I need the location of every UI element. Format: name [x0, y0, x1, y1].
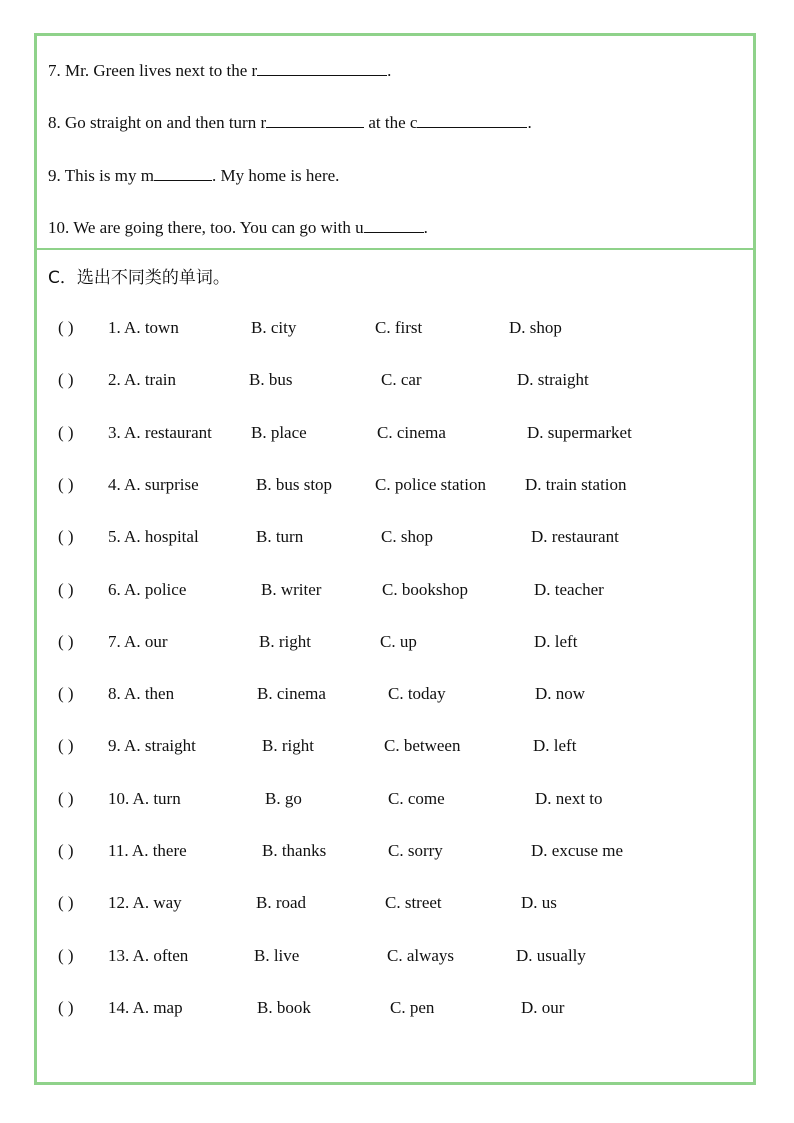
answer-paren[interactable]: ( )	[58, 631, 74, 651]
option-b: B. turn	[256, 527, 304, 547]
option-d: D. train station	[525, 474, 627, 494]
option-a: 14. A. map	[108, 997, 183, 1017]
option-b: B. bus	[249, 370, 293, 390]
option-b: B. road	[256, 893, 307, 913]
option-a: 3. A. restaurant	[108, 422, 212, 442]
option-a: 6. A. police	[108, 579, 187, 599]
option-d: D. left	[534, 631, 578, 651]
answer-blank[interactable]	[417, 112, 527, 128]
question-row	[0, 318, 794, 340]
option-b: B. city	[251, 318, 297, 337]
option-c: C. pen	[390, 997, 435, 1017]
question-row	[0, 893, 794, 915]
option-a: 4. A. surprise	[108, 474, 199, 494]
answer-paren[interactable]: ( )	[58, 422, 74, 442]
fill-in-text: 9. This is my m	[48, 166, 154, 185]
option-d: D. shop	[509, 318, 562, 337]
section-c-title: C．选出不同类的单词。	[48, 268, 230, 288]
option-a: 13. A. often	[108, 945, 189, 965]
answer-paren[interactable]: ( )	[58, 318, 74, 337]
option-c: C. first	[375, 318, 423, 337]
option-d: D. straight	[517, 370, 589, 390]
option-b: B. bus stop	[256, 474, 333, 494]
option-c: C. today	[388, 684, 446, 704]
fill-in-text: 8. Go straight on and then turn r	[48, 113, 267, 132]
option-b: B. right	[262, 736, 314, 756]
answer-paren[interactable]: ( )	[58, 684, 74, 704]
question-row	[0, 841, 794, 863]
option-c: C. always	[387, 945, 455, 965]
fill-in-text: 7. Mr. Green lives next to the r	[48, 61, 258, 80]
answer-paren[interactable]: ( )	[58, 579, 74, 599]
option-d: D. left	[533, 736, 577, 756]
fill-in-item-9	[48, 165, 339, 186]
option-c: C. up	[380, 631, 417, 651]
option-d: D. teacher	[534, 579, 604, 599]
option-b: B. cinema	[257, 684, 326, 704]
option-c: C. sorry	[388, 841, 443, 860]
question-row	[0, 998, 794, 1020]
question-row	[0, 580, 794, 602]
option-a: 2. A. train	[108, 370, 176, 390]
option-b: B. right	[259, 631, 311, 651]
option-d: D. restaurant	[531, 527, 619, 547]
option-b: B. place	[251, 422, 307, 442]
option-d: D. excuse me	[531, 841, 624, 860]
fill-in-text: 10. We are going there, too. You can go with u	[48, 218, 364, 237]
option-b: B. writer	[261, 579, 322, 599]
option-d: D. next to	[535, 788, 603, 808]
answer-blank[interactable]	[154, 165, 212, 181]
option-a: 11. A. there	[108, 841, 187, 860]
question-row	[0, 736, 794, 758]
option-c: C. bookshop	[382, 579, 468, 599]
option-b: B. go	[265, 788, 302, 808]
option-c: C. cinema	[377, 422, 446, 442]
fill-in-text: .	[527, 113, 532, 132]
answer-paren[interactable]: ( )	[58, 527, 74, 547]
answer-blank[interactable]	[364, 217, 424, 233]
answer-paren[interactable]: ( )	[58, 841, 74, 860]
answer-paren[interactable]: ( )	[58, 736, 74, 756]
question-row	[0, 475, 794, 497]
fill-in-text: . My home is here.	[211, 166, 340, 185]
section-divider	[37, 248, 753, 250]
option-b: B. book	[257, 997, 311, 1017]
answer-blank[interactable]	[266, 112, 364, 128]
option-c: C. come	[388, 788, 445, 808]
option-d: D. usually	[516, 945, 586, 965]
option-c: C. street	[385, 893, 442, 913]
fill-in-item-10	[48, 217, 428, 238]
answer-paren[interactable]: ( )	[58, 474, 74, 494]
answer-blank[interactable]	[257, 60, 387, 76]
option-d: D. supermarket	[527, 422, 632, 442]
option-d: D. our	[521, 997, 565, 1017]
page-border	[34, 33, 756, 1085]
answer-paren[interactable]: ( )	[58, 945, 74, 965]
question-row	[0, 632, 794, 654]
option-d: D. now	[535, 684, 586, 704]
question-row	[0, 370, 794, 392]
fill-in-text: at the c	[364, 113, 418, 132]
option-a: 8. A. then	[108, 684, 175, 704]
option-d: D. us	[521, 893, 557, 913]
question-row	[0, 423, 794, 445]
option-c: C. police station	[375, 474, 486, 494]
option-a: 5. A. hospital	[108, 527, 199, 547]
option-a: 9. A. straight	[108, 736, 196, 756]
fill-in-text: .	[423, 218, 428, 237]
option-a: 7. A. our	[108, 631, 168, 651]
option-c: C. car	[381, 370, 422, 390]
question-row	[0, 684, 794, 706]
answer-paren[interactable]: ( )	[58, 997, 74, 1017]
question-row	[0, 946, 794, 968]
fill-in-text: .	[387, 61, 392, 80]
option-c: C. between	[384, 736, 461, 756]
answer-paren[interactable]: ( )	[58, 893, 74, 913]
option-a: 10. A. turn	[108, 788, 181, 808]
option-a: 12. A. way	[108, 893, 182, 913]
option-b: B. thanks	[262, 841, 327, 860]
option-c: C. shop	[381, 527, 433, 547]
answer-paren[interactable]: ( )	[58, 370, 74, 390]
question-row	[0, 789, 794, 811]
answer-paren[interactable]: ( )	[58, 788, 74, 808]
option-b: B. live	[254, 945, 300, 965]
question-row	[0, 527, 794, 549]
fill-in-item-8	[48, 112, 532, 133]
option-a: 1. A. town	[108, 318, 179, 337]
fill-in-item-7	[48, 60, 391, 81]
